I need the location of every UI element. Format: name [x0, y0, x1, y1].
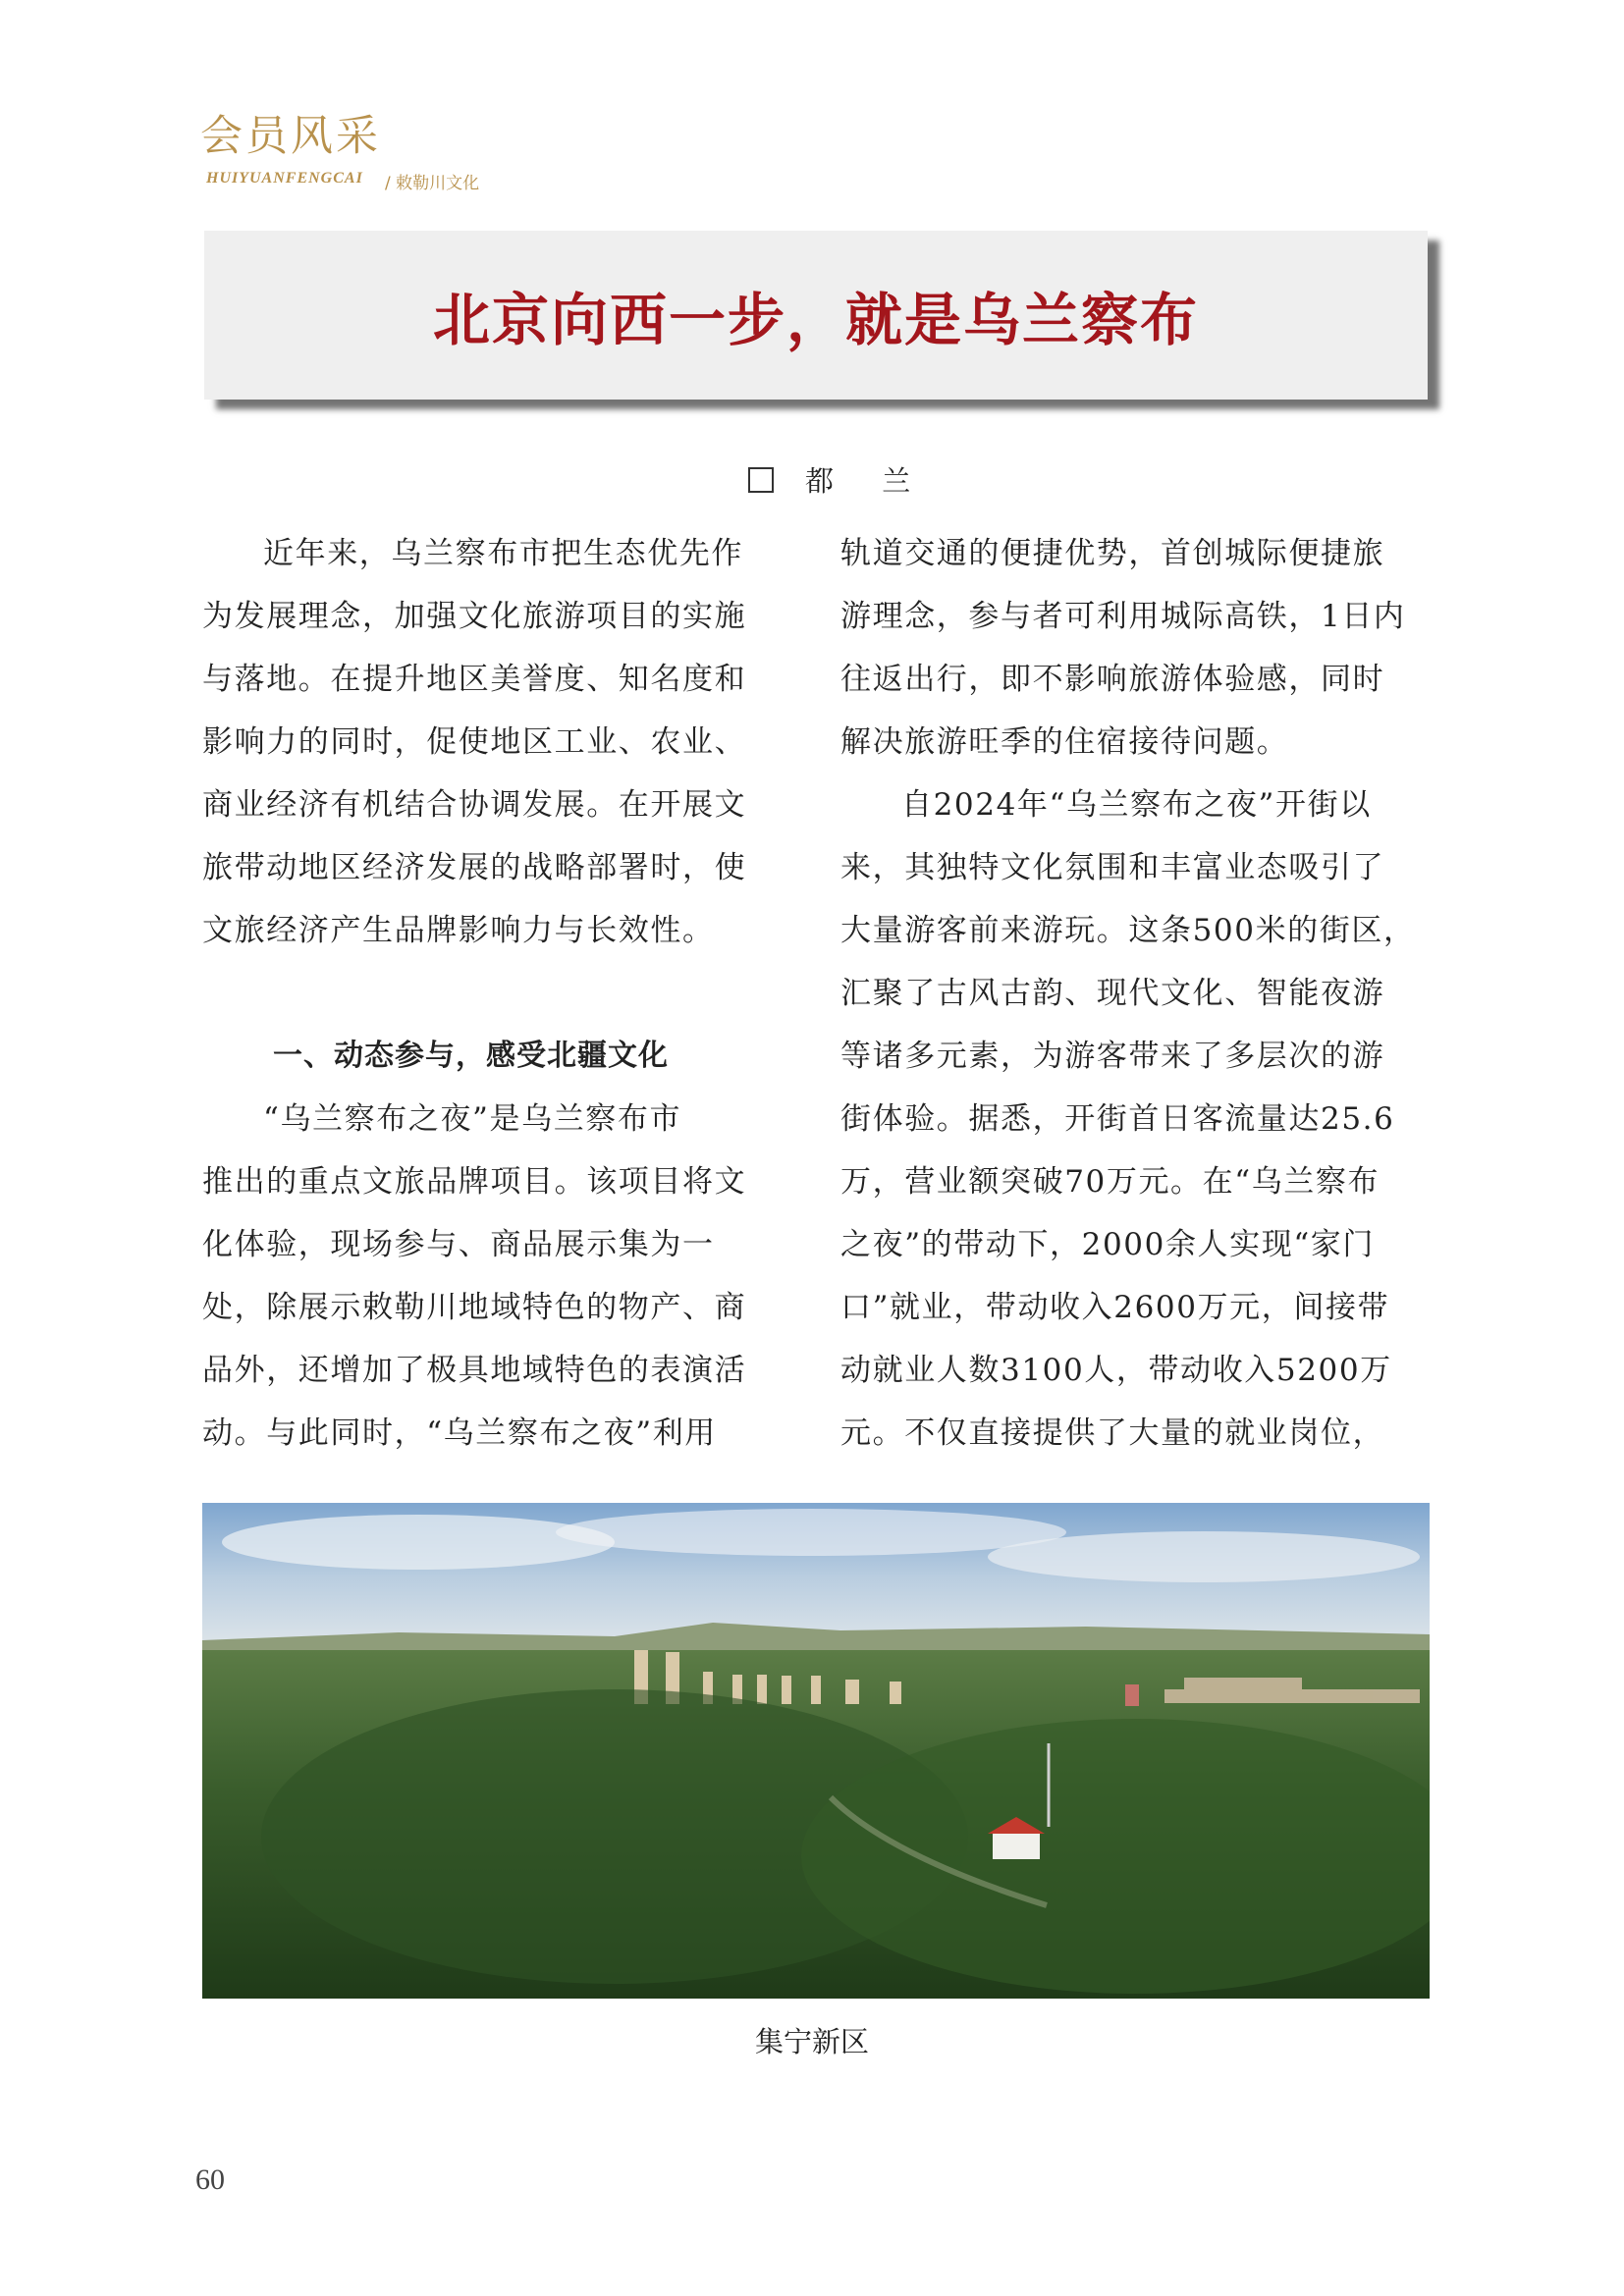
photo-caption: 集宁新区: [754, 2025, 869, 2058]
section-subtitle: / 敕勒川文化: [385, 174, 480, 193]
landscape-photo: [202, 1503, 1430, 1999]
section-title-pinyin: HUIYUANFENGCAI: [206, 170, 363, 187]
line: 万，营业额突破70万元。在“乌兰察布: [840, 1164, 1380, 1200]
line: “乌兰察布之夜”是乌兰察布市: [263, 1101, 682, 1137]
line: 往返出行，即不影响旅游体验感，同时: [840, 662, 1385, 697]
section-heading: 一、动态参与，感受北疆文化: [273, 1039, 669, 1073]
line: 处，除展示敕勒川地域特色的物产、商: [202, 1290, 747, 1325]
line: 游理念，参与者可利用城际高铁，1日内: [840, 599, 1406, 634]
line: 解决旅游旺季的住宿接待问题。: [840, 724, 1289, 760]
line: 与落地。在提升地区美誉度、知名度和: [202, 662, 747, 697]
line: 旅带动地区经济发展的战略部署时，使: [202, 850, 747, 885]
line: 街体验。据悉，开街首日客流量达25.6: [840, 1101, 1395, 1137]
landscape-illustration: [202, 1503, 1430, 1999]
article-title: 北京向西一步，就是乌兰察布: [432, 287, 1199, 353]
line: 元。不仅直接提供了大量的就业岗位，: [840, 1415, 1385, 1451]
line: 等诸多元素，为游客带来了多层次的游: [840, 1039, 1385, 1074]
line: 自2024年“乌兰察布之夜”开街以: [901, 787, 1372, 823]
title-banner: [204, 231, 1428, 400]
line: 品外，还增加了极具地域特色的表演活: [202, 1353, 747, 1388]
line: 口”就业，带动收入2600万元，间接带: [840, 1290, 1390, 1325]
line: 汇聚了古风古韵、现代文化、智能夜游: [840, 976, 1385, 1011]
line: 来，其独特文化氛围和丰富业态吸引了: [840, 850, 1385, 885]
line: 轨道交通的便捷优势，首创城际便捷旅: [840, 536, 1385, 571]
byline: [748, 459, 930, 500]
column-right: [840, 522, 1432, 1465]
line: 推出的重点文旅品牌项目。该项目将文: [202, 1164, 747, 1200]
page-number: 60: [195, 2163, 225, 2196]
author-name: 都 兰: [805, 464, 931, 498]
line: 文旅经济产生品牌影响力与长效性。: [202, 913, 715, 948]
byline-box-icon: [748, 467, 774, 493]
column-left: [202, 522, 793, 1465]
section-title: 会员风采: [200, 112, 381, 161]
line: 大量游客前来游玩。这条500米的街区，: [840, 913, 1416, 948]
line: 之夜”的带动下，2000余人实现“家门: [840, 1227, 1375, 1262]
line: 近年来，乌兰察布市把生态优先作: [263, 536, 743, 571]
line: 动就业人数3100人，带动收入5200万: [840, 1353, 1392, 1388]
line: 影响力的同时，促使地区工业、农业、: [202, 724, 747, 760]
line: 商业经济有机结合协调发展。在开展文: [202, 787, 747, 823]
line: 化体验，现场参与、商品展示集为一: [202, 1227, 715, 1262]
section-subtitle-text: 敕勒川文化: [396, 174, 480, 193]
spacer: [202, 962, 793, 1025]
line: 动。与此同时，“乌兰察布之夜”利用: [202, 1415, 717, 1451]
line: 为发展理念，加强文化旅游项目的实施: [202, 599, 747, 634]
